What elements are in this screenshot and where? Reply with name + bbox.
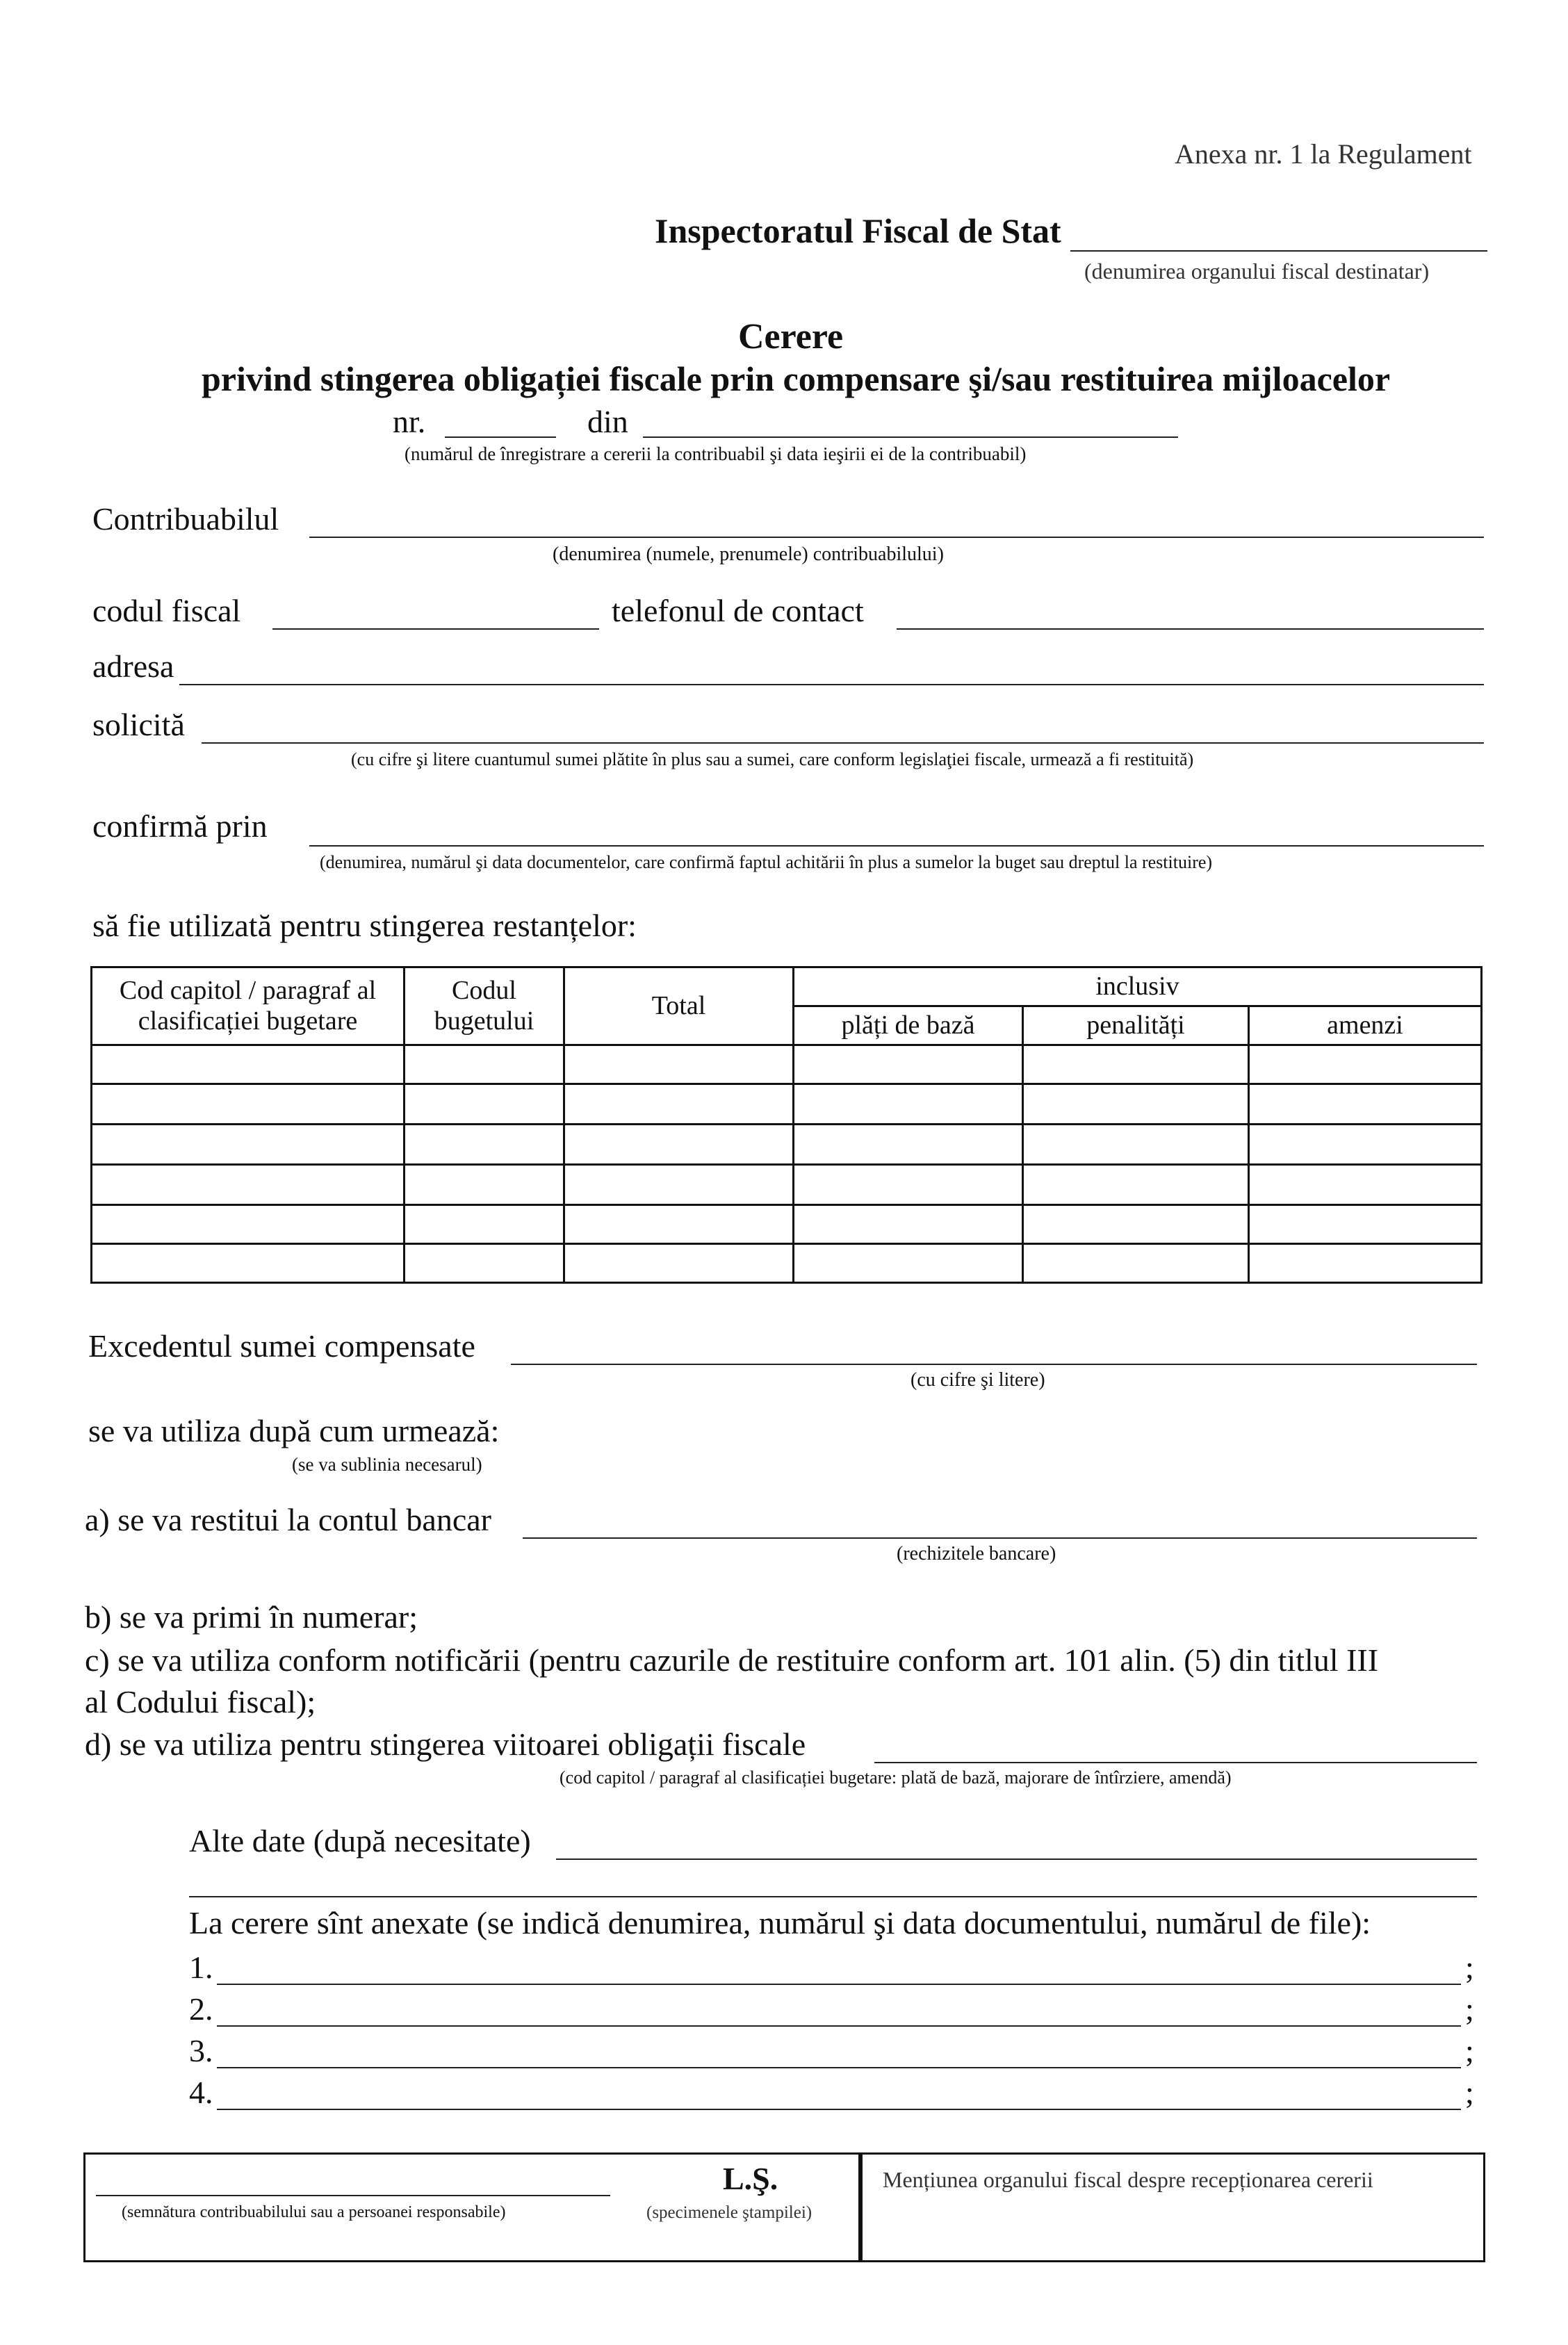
table-cell[interactable] xyxy=(794,1244,1023,1283)
table-cell[interactable] xyxy=(1023,1125,1249,1165)
table-cell[interactable] xyxy=(1249,1165,1482,1205)
cod-fiscal-label: codul fiscal xyxy=(92,593,241,628)
se-va-utiliza-label: se va utiliza după cum urmează: xyxy=(88,1413,500,1448)
anexa-2-end: ; xyxy=(1465,1991,1474,2027)
table-row xyxy=(92,1084,1482,1125)
table-row xyxy=(92,1205,1482,1244)
table-cell[interactable] xyxy=(794,1084,1023,1125)
table-cell[interactable] xyxy=(794,1045,1023,1084)
excedent-caption: (cu cifre şi litere) xyxy=(910,1369,1045,1391)
option-a[interactable]: a) se va restitui la contul bancar xyxy=(85,1502,491,1537)
table-cell[interactable] xyxy=(92,1045,405,1084)
option-d-caption: (cod capitol / paragraf al clasificației bugetare: plată de bază, majorare de întîrziere, amendă) xyxy=(560,1767,1232,1788)
confirma-field[interactable] xyxy=(309,845,1484,847)
anexa-1-end: ; xyxy=(1465,1950,1474,1985)
adresa-label: adresa xyxy=(92,648,174,684)
option-d[interactable]: d) se va utiliza pentru stingerea viitoarei obligații fiscale xyxy=(85,1726,806,1762)
table-cell[interactable] xyxy=(794,1125,1023,1165)
option-a-caption: (rechizitele bancare) xyxy=(897,1543,1056,1564)
ls-label: L.Ş. xyxy=(723,2161,778,2196)
nr-field[interactable] xyxy=(445,436,556,438)
anexa-4-end: ; xyxy=(1465,2075,1474,2110)
table-row xyxy=(92,1125,1482,1165)
header-total: Total xyxy=(564,967,794,1045)
table-cell[interactable] xyxy=(405,1205,564,1244)
table-cell[interactable] xyxy=(1249,1084,1482,1125)
table-cell[interactable] xyxy=(405,1165,564,1205)
excedent-label: Excedentul sumei compensate xyxy=(88,1328,475,1364)
anexa-1-label: 1. xyxy=(189,1950,213,1985)
mention-text: Mențiunea organului fiscal despre recepționarea cererii xyxy=(883,2167,1373,2192)
table-cell[interactable] xyxy=(564,1045,794,1084)
table-cell[interactable] xyxy=(92,1084,405,1125)
table-cell[interactable] xyxy=(1023,1165,1249,1205)
din-label: din xyxy=(587,404,628,439)
confirma-label: confirmă prin xyxy=(92,808,268,844)
table-cell[interactable] xyxy=(564,1165,794,1205)
anexe-label: La cerere sînt anexate (se indică denumirea, numărul şi data documentului, numărul de file): xyxy=(189,1905,1371,1940)
table-cell[interactable] xyxy=(564,1205,794,1244)
table-cell[interactable] xyxy=(1249,1045,1482,1084)
table-cell[interactable] xyxy=(794,1205,1023,1244)
contribuabil-field[interactable] xyxy=(309,537,1484,538)
option-b[interactable]: b) se va primi în numerar; xyxy=(85,1599,418,1635)
nr-label: nr. xyxy=(393,404,426,439)
table-cell[interactable] xyxy=(564,1084,794,1125)
obligations-table xyxy=(90,966,1483,1284)
anexa-1-field[interactable] xyxy=(217,1984,1461,1985)
solicita-field[interactable] xyxy=(202,742,1484,744)
din-field[interactable] xyxy=(643,436,1178,438)
signature-field[interactable] xyxy=(96,2195,610,2196)
adresa-field[interactable] xyxy=(179,684,1484,685)
header-codul-bugetului: Codul bugetului xyxy=(405,967,564,1045)
header-penalitati: penalități xyxy=(1023,1006,1249,1045)
alte-date-field-2[interactable] xyxy=(189,1896,1477,1897)
table-cell[interactable] xyxy=(1023,1244,1249,1283)
se-va-utiliza-caption: (se va sublinia necesarul) xyxy=(292,1454,482,1475)
table-cell[interactable] xyxy=(564,1244,794,1283)
inspectorate-label: Inspectoratul Fiscal de Stat xyxy=(655,211,1061,250)
header-plati: plăți de bază xyxy=(794,1006,1023,1045)
table-cell[interactable] xyxy=(92,1244,405,1283)
form-title: Cerere xyxy=(738,317,844,357)
header-amenzi: amenzi xyxy=(1249,1006,1482,1045)
anexa-3-end: ; xyxy=(1465,2033,1474,2068)
anexa-3-field[interactable] xyxy=(217,2067,1461,2068)
contribuabil-caption: (denumirea (numele, prenumele) contribuabilului) xyxy=(553,544,944,565)
telefon-label: telefonul de contact xyxy=(612,593,864,628)
signature-caption: (semnătura contribuabilului sau a persoanei responsabile) xyxy=(122,2203,506,2221)
anexa-2-label: 2. xyxy=(189,1991,213,2027)
table-cell[interactable] xyxy=(405,1125,564,1165)
table-cell[interactable] xyxy=(1249,1125,1482,1165)
table-cell[interactable] xyxy=(92,1165,405,1205)
alte-date-label: Alte date (după necesitate) xyxy=(189,1823,531,1858)
cod-fiscal-field[interactable] xyxy=(272,628,599,630)
table-row xyxy=(92,1165,1482,1205)
nr-caption: (numărul de înregistrare a cererii la contribuabil şi data ieşirii ei de la contribuabil) xyxy=(405,443,1027,464)
telefon-field[interactable] xyxy=(897,628,1484,630)
inspectorate-field[interactable] xyxy=(1070,250,1487,252)
anexa-4-label: 4. xyxy=(189,2075,213,2110)
solicita-caption: (cu cifre şi litere cuantumul sumei plătite în plus sau a sumei, care conform legislaţiei fiscale, urmează a fi restituită) xyxy=(351,749,1194,769)
header-inclusiv: inclusiv xyxy=(794,967,1482,1006)
table-cell[interactable] xyxy=(1249,1244,1482,1283)
table-cell[interactable] xyxy=(1023,1205,1249,1244)
option-c-line2: al Codului fiscal); xyxy=(85,1684,316,1719)
table-cell[interactable] xyxy=(1023,1045,1249,1084)
option-c-line1[interactable]: c) se va utiliza conform notificării (pentru cazurile de restituire conform art. 101 alin. (5) din titlul III xyxy=(85,1642,1379,1678)
table-row xyxy=(92,1244,1482,1283)
form-subtitle: privind stingerea obligației fiscale prin compensare şi/sau restituirea mijloacelor xyxy=(202,359,1391,398)
option-a-field[interactable] xyxy=(523,1537,1477,1539)
confirma-caption: (denumirea, numărul şi data documentelor, care confirmă faptul achitării în plus a sumelor la buget sau dreptul la restituire) xyxy=(320,852,1213,872)
contribuabil-label: Contribuabilul xyxy=(92,501,279,537)
table-cell[interactable] xyxy=(794,1165,1023,1205)
table-cell[interactable] xyxy=(92,1205,405,1244)
stamp-caption: (specimenele ştampilei) xyxy=(646,2203,812,2222)
table-cell[interactable] xyxy=(564,1125,794,1165)
table-cell[interactable] xyxy=(405,1244,564,1283)
annex-reference: Anexa nr. 1 la Regulament xyxy=(1175,138,1472,170)
table-cell[interactable] xyxy=(1249,1205,1482,1244)
anexa-2-field[interactable] xyxy=(217,2025,1461,2027)
table-row xyxy=(92,1045,1482,1084)
anexa-3-label: 3. xyxy=(189,2033,213,2068)
option-d-field[interactable] xyxy=(874,1762,1477,1763)
anexa-4-field[interactable] xyxy=(217,2109,1461,2110)
header-cod-capitol: Cod capitol / paragraf al clasificației bugetare xyxy=(92,967,405,1045)
excedent-field[interactable] xyxy=(511,1364,1477,1365)
utilizata-label: să fie utilizată pentru stingerea restanțelor: xyxy=(92,908,637,943)
inspectorate-caption: (denumirea organului fiscal destinatar) xyxy=(1084,259,1430,284)
table-cell[interactable] xyxy=(405,1045,564,1084)
table-cell[interactable] xyxy=(1023,1084,1249,1125)
table-cell[interactable] xyxy=(405,1084,564,1125)
table-cell[interactable] xyxy=(92,1125,405,1165)
solicita-label: solicită xyxy=(92,707,185,742)
alte-date-field[interactable] xyxy=(556,1858,1477,1860)
